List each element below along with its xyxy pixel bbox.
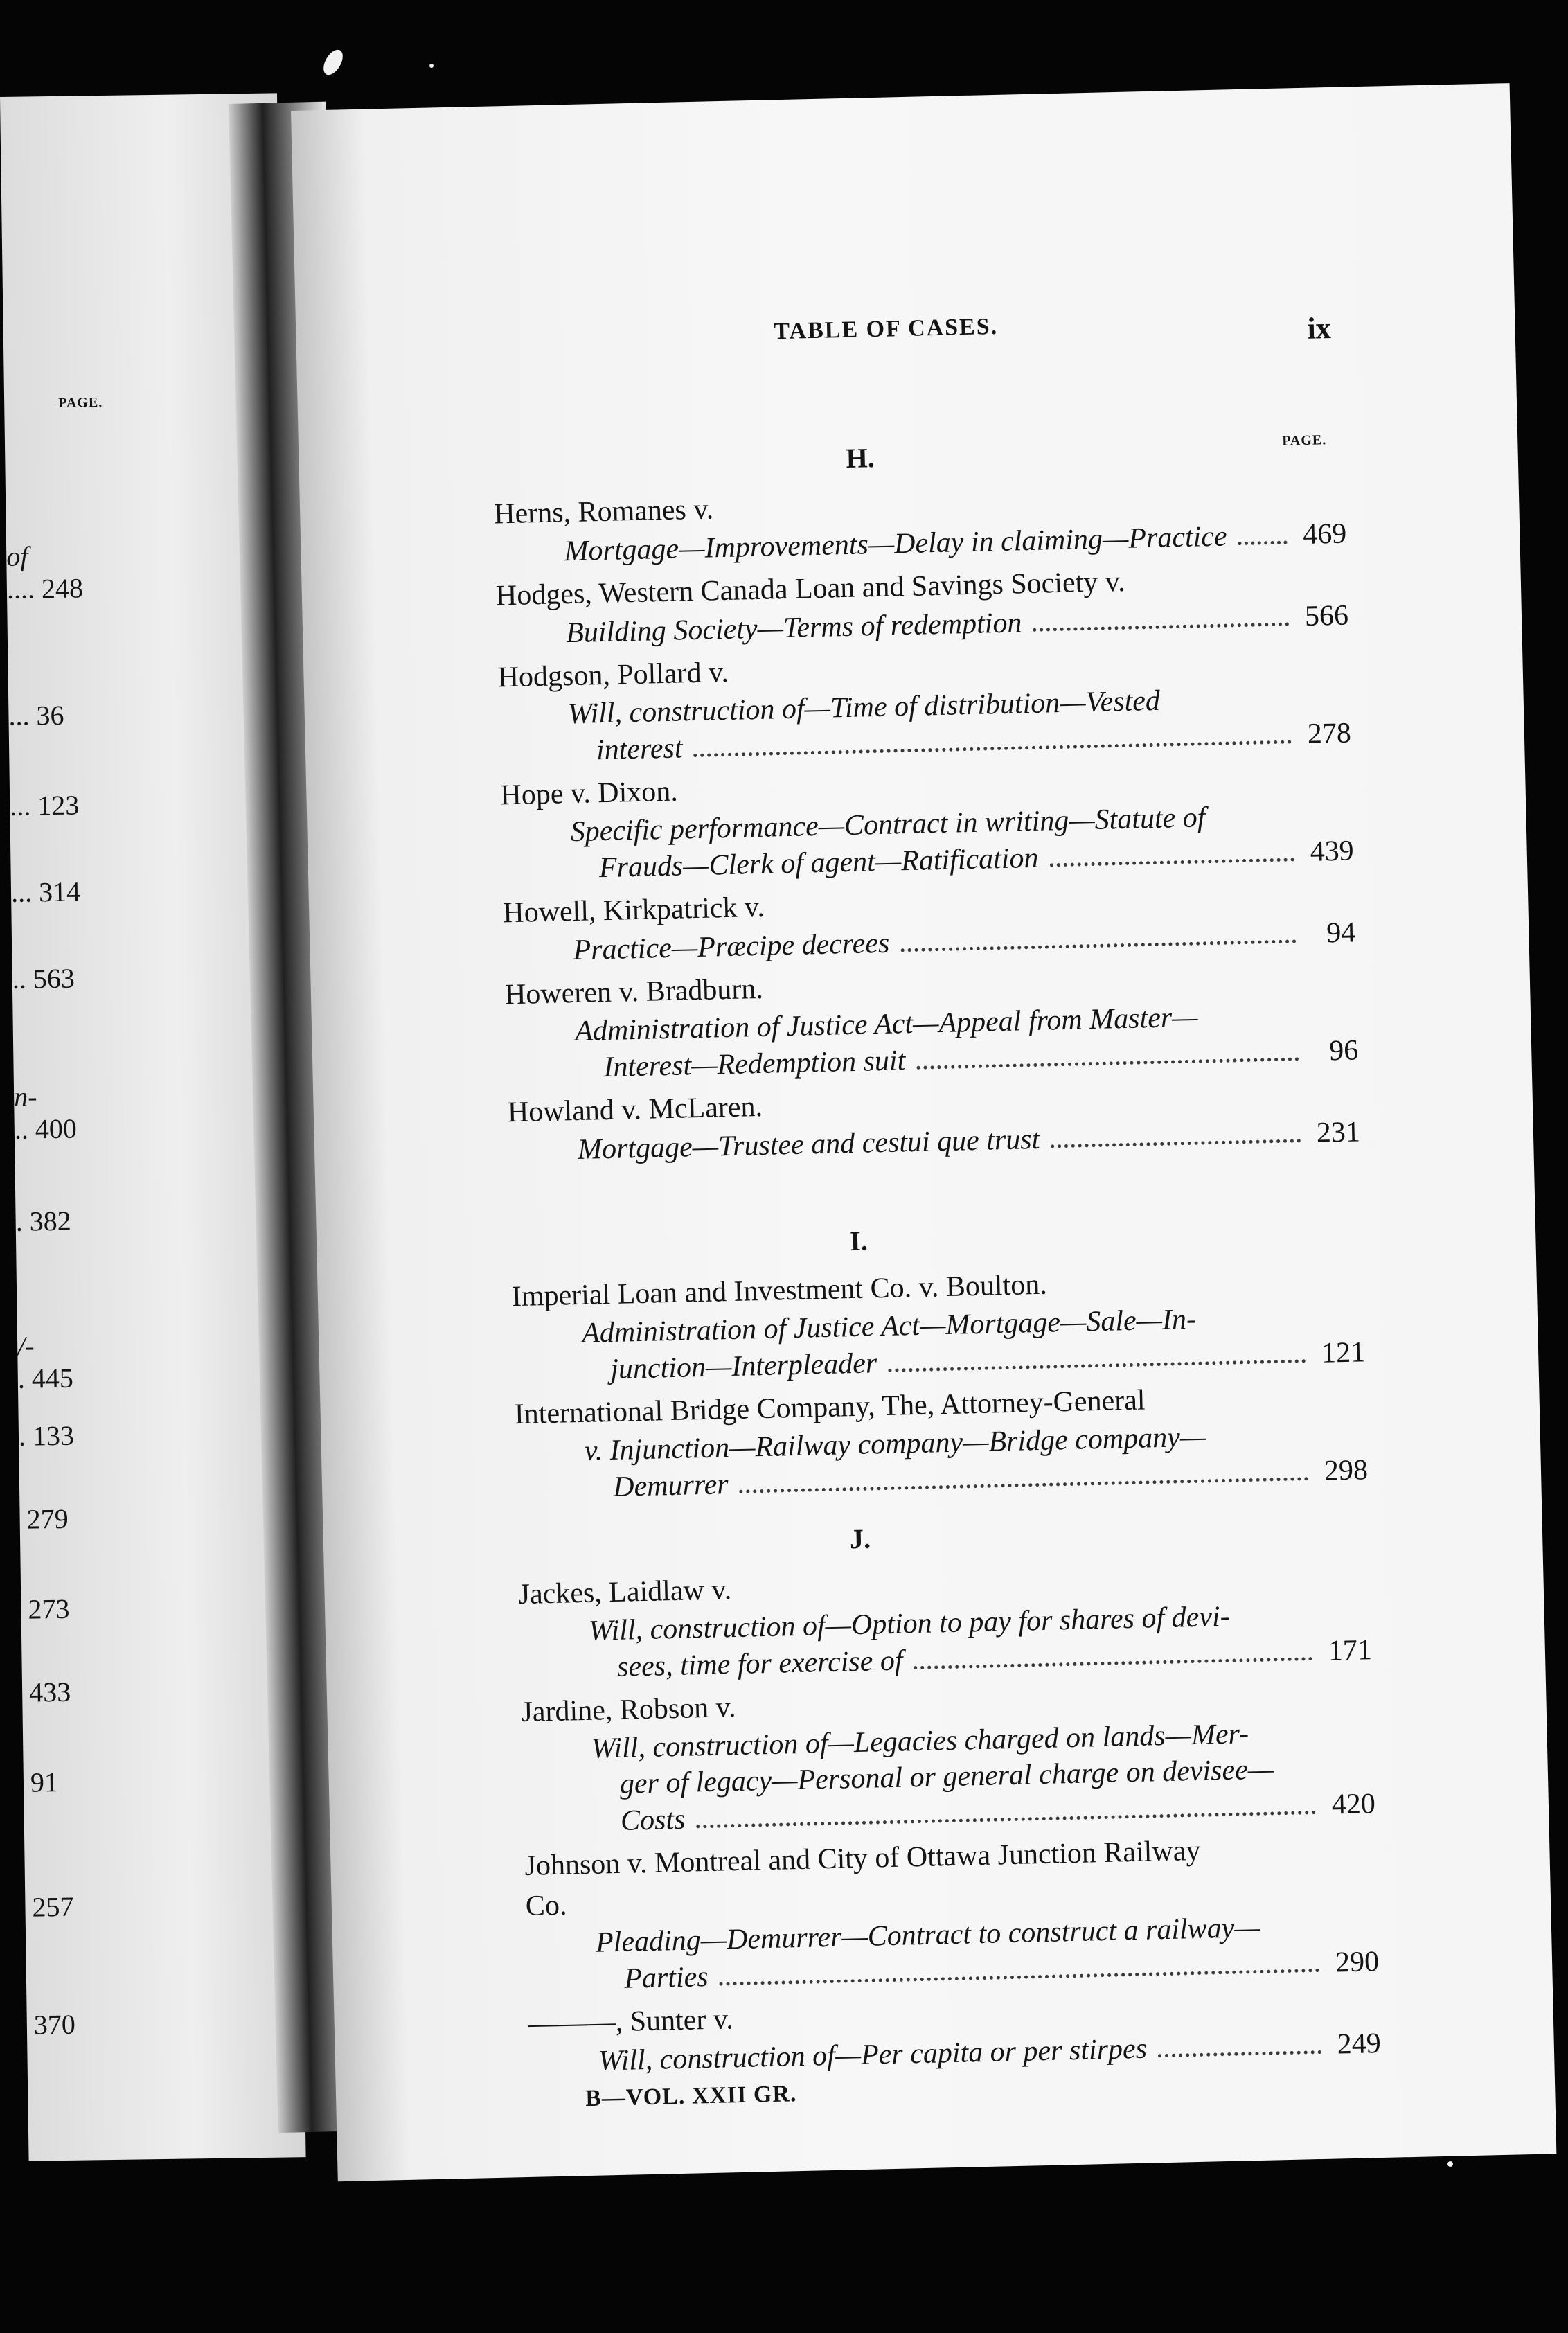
- case-description: Will, construction of—Per capita or per stirpes: [598, 2032, 1148, 2077]
- left-page-fragment: n-: [13, 1081, 37, 1112]
- left-page-row: [10, 789, 80, 822]
- page-column-label: PAGE.: [1281, 432, 1327, 449]
- case-description: Will, construction of—Option to pay for shares of devi-: [588, 1600, 1231, 1647]
- dot-leader: [1238, 541, 1288, 546]
- left-page-row: [12, 962, 75, 995]
- left-page-number: 314: [38, 876, 81, 908]
- case-title: ———, Sunter v.: [528, 2003, 734, 2040]
- left-page-row: [25, 1890, 74, 1924]
- case-entry: [504, 955, 1358, 1088]
- dot-leader: [720, 1969, 1320, 1986]
- left-page-row: [21, 1593, 70, 1626]
- case-title: Hodgson, Pollard v.: [497, 656, 729, 694]
- case-description: Administration of Justice Act—Appeal from Master—: [574, 1001, 1198, 1048]
- running-head: TABLE OF CASES.: [773, 313, 999, 345]
- dot-leader: [1033, 622, 1290, 631]
- case-entry: [500, 756, 1354, 889]
- case-description: Pleading—Demurrer—Contract to construct a railway—: [595, 1911, 1261, 1959]
- left-page-number: 273: [28, 1593, 70, 1625]
- case-description: Costs: [620, 1803, 686, 1837]
- case-title: Hodges, Western Canada Loan and Savings Society v.: [495, 565, 1126, 612]
- left-page-leader: .: [17, 1363, 33, 1394]
- case-page-number: 171: [1328, 1634, 1373, 1667]
- case-page-number: 469: [1302, 517, 1347, 551]
- left-page-row: [22, 1676, 71, 1709]
- case-entry: [507, 1073, 1360, 1170]
- case-title: Howeren v. Bradburn.: [504, 973, 764, 1011]
- left-page-row: [24, 1766, 59, 1799]
- case-page-number: 420: [1331, 1788, 1376, 1821]
- case-description: Building Society—Terms of redemption: [565, 607, 1022, 650]
- case-description: sees, time for exercise of: [616, 1644, 903, 1683]
- dot-leader: [916, 1057, 1299, 1070]
- case-page-number: 278: [1307, 717, 1352, 750]
- case-description: Practice—Præcipe decrees: [573, 927, 890, 967]
- case-entry: [495, 557, 1348, 654]
- left-page-number: 133: [32, 1419, 75, 1452]
- case-title: International Bridge Company, The, Attorney-General: [514, 1384, 1146, 1431]
- case-description: Will, construction of—Time of distribution—Vested: [567, 684, 1161, 731]
- dot-leader: [900, 939, 1296, 952]
- dot-leader: [694, 740, 1292, 757]
- left-page-leader: ...: [9, 790, 38, 822]
- left-page-leader: ...: [8, 700, 37, 731]
- dot-leader: [697, 1811, 1317, 1828]
- case-description: Administration of Justice Act—Mortgage—Sale—In-: [581, 1303, 1197, 1349]
- left-page-number: 382: [29, 1205, 71, 1237]
- case-list: [518, 1555, 1381, 2086]
- case-description: Interest—Redemption suit: [603, 1045, 906, 1084]
- case-description: Specific performance—Contract in writing—Statute of: [570, 801, 1206, 849]
- left-page-number: 248: [41, 572, 84, 605]
- left-page-row: [6, 539, 83, 605]
- left-page-row: [19, 1502, 69, 1536]
- left-page-leader: ....: [6, 573, 42, 605]
- left-page-number: 370: [33, 2008, 76, 2041]
- scan-speck: [319, 46, 346, 78]
- case-page-number: 290: [1335, 1946, 1380, 1979]
- left-page-number: 123: [37, 789, 80, 822]
- left-page-leader: ..: [14, 1113, 36, 1145]
- case-entry: [494, 475, 1347, 572]
- left-page-number: 445: [31, 1362, 74, 1394]
- left-page-number: 400: [35, 1112, 78, 1145]
- left-page-label: PAGE.: [58, 394, 103, 411]
- left-page-number: 36: [36, 699, 64, 731]
- case-title: Imperial Loan and Investment Co. v. Boulton.: [511, 1268, 1048, 1313]
- left-page-number: 257: [32, 1890, 74, 1923]
- case-description: Mortgage—Improvements—Delay in claiming—Practice: [564, 520, 1228, 568]
- case-page-number: 566: [1304, 599, 1349, 632]
- case-page-number: 231: [1316, 1116, 1361, 1149]
- section-letter: I.: [849, 1225, 868, 1257]
- case-description: junction—Interpleader: [609, 1347, 877, 1385]
- left-page-row: [11, 875, 81, 908]
- case-title: Herns, Romanes v.: [493, 493, 714, 531]
- case-page-number: 121: [1321, 1336, 1366, 1369]
- case-title-continued: Co.: [525, 1889, 567, 1922]
- dot-leader: [914, 1657, 1312, 1669]
- case-description: v. Injunction—Railway company—Bridge company—: [584, 1421, 1206, 1467]
- table-of-cases-page: [291, 83, 1556, 2181]
- case-description: ger of legacy—Personal or general charge on devisee—: [619, 1753, 1274, 1800]
- dot-leader: [1050, 858, 1294, 867]
- scan-speck: [1447, 2161, 1453, 2167]
- dot-leader: [1158, 2050, 1321, 2057]
- left-page-leader: .: [15, 1205, 30, 1237]
- case-title: Howell, Kirkpatrick v.: [502, 891, 765, 930]
- left-page-row: [8, 699, 64, 732]
- left-page-leader: ..: [12, 963, 34, 995]
- case-description: Mortgage—Trustee and cestui que trust: [577, 1123, 1040, 1166]
- case-description: Parties: [623, 1961, 709, 1995]
- dot-leader: [1051, 1139, 1301, 1148]
- case-title: Jackes, Laidlaw v.: [518, 1574, 732, 1611]
- page-number: ix: [1306, 311, 1332, 346]
- left-page-row: [27, 2008, 76, 2041]
- case-page-number: 439: [1310, 835, 1355, 868]
- left-page-row: [19, 1419, 75, 1453]
- case-entry: [528, 1985, 1381, 2082]
- case-page-number: 298: [1324, 1454, 1369, 1487]
- signature-mark: B—VOL. XXII GR.: [585, 2081, 797, 2112]
- case-list: [511, 1257, 1368, 1512]
- left-page-number: 91: [30, 1766, 59, 1798]
- case-entry: [497, 639, 1351, 772]
- case-description: interest: [596, 732, 683, 767]
- dot-leader: [888, 1359, 1306, 1372]
- case-entry: [518, 1555, 1372, 1688]
- section-letter: J.: [849, 1523, 871, 1555]
- case-description: Demurrer: [612, 1469, 729, 1503]
- case-title: Johnson v. Montreal and City of Ottawa Junction Railway: [524, 1834, 1201, 1882]
- left-page-fragment: of: [6, 540, 28, 572]
- case-page-number: 96: [1328, 1034, 1359, 1067]
- section-letter: H.: [846, 442, 875, 474]
- case-entry: [503, 873, 1356, 970]
- case-description: Will, construction of—Legacies charged on lands—Mer-: [591, 1718, 1249, 1765]
- left-page-number: 433: [28, 1676, 71, 1708]
- left-page-row: [17, 1329, 73, 1395]
- left-page-number: 279: [26, 1502, 69, 1535]
- dot-leader: [740, 1477, 1308, 1493]
- case-entry: [514, 1375, 1368, 1508]
- case-page-number: 249: [1337, 2028, 1382, 2061]
- case-description: Frauds—Clerk of agent—Ratification: [598, 842, 1039, 885]
- case-page-number: 94: [1326, 916, 1356, 950]
- case-title: Jardine, Robson v.: [521, 1692, 736, 1729]
- case-entry: [511, 1257, 1365, 1390]
- left-page-row: [14, 1080, 77, 1146]
- case-entry: [524, 1827, 1380, 2000]
- case-list: [494, 475, 1361, 1175]
- case-title: Hope v. Dixon.: [499, 775, 679, 812]
- left-page-row: [15, 1205, 71, 1238]
- left-page-leader: ...: [10, 876, 39, 908]
- left-page-fragment: /-: [17, 1330, 35, 1362]
- left-page-leader: .: [18, 1420, 33, 1452]
- left-page-number: 563: [33, 962, 75, 995]
- case-title: Howland v. McLaren.: [507, 1090, 763, 1129]
- case-entry: [521, 1673, 1376, 1842]
- scan-speck: [429, 64, 434, 68]
